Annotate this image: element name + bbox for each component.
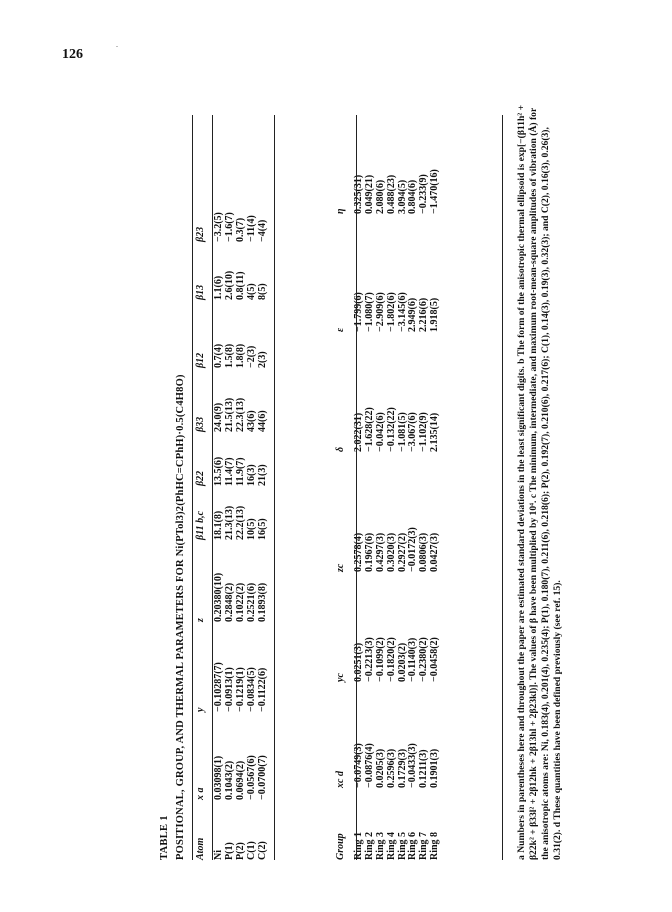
atom-table-cell: 0.20380(10): [213, 572, 225, 622]
group-table-cell: 0.0427(3): [428, 532, 440, 572]
group-table-cell: −0.1140(3): [407, 637, 419, 682]
margin-mark: .: [116, 40, 118, 49]
atom-table-cell: C(2): [256, 841, 268, 860]
atom-table-cell: 10(5): [245, 518, 257, 540]
atom-table-cell: 16(3): [245, 464, 257, 486]
atom-table-cell: 16(5): [256, 518, 268, 540]
atom-table-header-cell: β23: [195, 226, 206, 242]
atom-table-header: [194, 192, 208, 860]
atom-header-rule: [212, 115, 213, 860]
group-table-cell: 0.488(23): [385, 174, 397, 214]
atom-table-cell: −0.1219(1): [234, 667, 246, 712]
group-table-cell: −0.042(6): [374, 412, 386, 452]
group-table-cell: Ring 6: [407, 831, 419, 860]
atom-table-cell: −4(4): [256, 219, 268, 242]
atom-table-cell: 2.6(10): [224, 270, 236, 300]
group-table-cell: −2.909(6): [374, 292, 386, 332]
atom-table-cell: 1.1(6): [213, 275, 225, 300]
group-table-cell: 0.2927(2): [396, 532, 408, 572]
group-table-cell: 0.0205(3): [374, 748, 386, 788]
group-table-cell: −1.081(5): [396, 412, 408, 452]
atom-table-cell: 21(3): [256, 464, 268, 486]
group-table-cell: −0.2213(3): [364, 637, 376, 682]
group-table-header-cell: η: [335, 208, 346, 214]
group-table-row: [408, 114, 419, 860]
atom-table-cell: 0.8(11): [234, 271, 246, 300]
table-label: TABLE 1: [159, 815, 170, 860]
atom-table-row: [225, 192, 236, 860]
top-rule: [192, 115, 193, 860]
atom-table-cell: 0.1022(2): [234, 582, 246, 622]
group-table-cell: −1.628(22): [364, 407, 376, 452]
page-number: 126: [62, 47, 83, 62]
group-table-cell: 0.3020(3): [385, 532, 397, 572]
atom-table-header-cell: β13: [195, 284, 206, 300]
group-table-cell: Ring 8: [428, 831, 440, 860]
atom-table-cell: −3.2(5): [213, 212, 225, 242]
group-table-header-cell: δ: [335, 446, 346, 452]
atom-table-cell: 1.8(8): [234, 343, 246, 368]
atom-table-cell: 22.2(13): [234, 505, 246, 540]
atom-table-cell: 0.0694(2): [234, 760, 246, 800]
group-table-cell: Ring 4: [385, 831, 397, 860]
atom-table-row: [208, 192, 225, 860]
atom-table-header-cell: x a: [195, 787, 206, 800]
group-table-cell: 0.0251(3): [353, 642, 365, 682]
atom-table-header-cell: β33: [195, 416, 206, 432]
group-table-cell: Ring 5: [396, 831, 408, 860]
atom-table-cell: 4(5): [245, 283, 257, 300]
atom-table-header-cell: Atom: [195, 837, 206, 860]
group-table-cell: 3.094(5): [396, 179, 408, 214]
group-table-cell: −0.0172(3): [407, 527, 419, 572]
atom-table-cell: −0.0913(1): [224, 667, 236, 712]
atom-table-cell: 1.5(8): [224, 343, 236, 368]
group-table-row: [419, 114, 430, 860]
group-table-cell: 0.049(21): [364, 174, 376, 214]
group-table-cell: −1.080(7): [364, 292, 376, 332]
atom-table-cell: C(1): [245, 841, 257, 860]
atom-table-cell: 0.03098(1): [213, 755, 225, 800]
group-table-cell: 0.1729(3): [396, 748, 408, 788]
atom-table-row: [236, 192, 247, 860]
group-table-cell: −0.1099(2): [374, 637, 386, 682]
atom-table-cell: P(2): [234, 842, 246, 860]
atom-table-cell: 0.1893(8): [256, 582, 268, 622]
atom-table-cell: 13.5(6): [213, 456, 225, 486]
group-table-cell: −3.067(6): [407, 412, 419, 452]
group-table-cell: −1.470(16): [428, 169, 440, 214]
atom-table-cell: 0.2521(6): [245, 582, 257, 622]
group-table-cell: 2.135(14): [428, 412, 440, 452]
atom-table-cell: 0.1043(2): [224, 760, 236, 800]
group-table-cell: 2.216(6): [418, 297, 430, 332]
rotated-table-block: [156, 60, 596, 860]
group-table-cell: −0.0876(4): [364, 743, 376, 788]
group-table-cell: 2.949(6): [407, 297, 419, 332]
atom-table-row: [257, 192, 268, 860]
group-table-row: [430, 114, 441, 860]
atom-table-cell: 22.3(13): [234, 397, 246, 432]
group-header-rule: [356, 115, 357, 860]
group-table-body: [348, 114, 440, 860]
atom-table-cell: 18.1(8): [213, 510, 225, 540]
group-table-row: [376, 114, 387, 860]
group-table-row: [397, 114, 408, 860]
atom-table-cell: 0.7(4): [213, 343, 225, 368]
atom-table-cell: 43(6): [245, 410, 257, 432]
atom-table-row: [246, 192, 257, 860]
group-table-cell: −0.132(22): [385, 407, 397, 452]
group-table-cell: −1.799(6): [353, 292, 365, 332]
atom-table-header-cell: β11 b,c: [195, 510, 206, 540]
group-table-row: [365, 114, 376, 860]
group-table-row: [386, 114, 397, 860]
atom-table-cell: 11.9(7): [234, 457, 246, 486]
group-table-cell: 0.0806(3): [418, 532, 430, 572]
group-table-cell: 0.0203(2): [396, 642, 408, 682]
group-table-cell: 0.1901(3): [428, 748, 440, 788]
atom-table-cell: −2(3): [245, 345, 257, 368]
atom-parameter-table: [194, 192, 268, 860]
atom-table-cell: 21.3(13): [224, 505, 236, 540]
group-table-cell: −1.102(9): [418, 412, 430, 452]
group-table-cell: 0.1967(6): [364, 532, 376, 572]
group-table-cell: Ring 1: [353, 831, 365, 860]
group-table-cell: Ring 7: [418, 831, 430, 860]
group-table-header-cell: yc: [335, 673, 346, 682]
atom-table-header-cell: β22: [195, 470, 206, 486]
group-table-header-cell: zc: [335, 563, 346, 572]
group-table-cell: 0.1211(3): [418, 749, 430, 788]
table-title: POSITIONAL, GROUP, AND THERMAL PARAMETERS FOR Ni(PTol3)2(PhHC=CPhH)·0.5(C4H8O): [175, 374, 186, 860]
group-parameter-table: [334, 114, 440, 860]
atom-table-body: [208, 192, 268, 860]
atom-table-cell: −0.0567(6): [245, 755, 257, 800]
atom-table-cell: 2(3): [256, 351, 268, 368]
atom-table-cell: 8(5): [256, 283, 268, 300]
atom-table-cell: −1.6(7): [224, 212, 236, 242]
atom-table-cell: 0.3(7): [234, 217, 246, 242]
group-table-cell: −0.0458(2): [428, 637, 440, 682]
group-table-cell: 0.804(6): [407, 179, 419, 214]
atom-table-header-cell: z: [195, 618, 206, 622]
group-table-cell: Ring 3: [374, 831, 386, 860]
group-table-cell: 0.2578(4): [353, 532, 365, 572]
group-table-cell: 1.918(5): [428, 297, 440, 332]
atom-table-cell: −11(4): [245, 215, 257, 242]
group-table-cell: 2.022(31): [353, 412, 365, 452]
group-table-header-cell: ε: [335, 327, 346, 332]
group-table-header-cell: xc d: [335, 771, 346, 788]
atom-table-cell: 44(6): [256, 410, 268, 432]
mid-rule: [274, 115, 275, 860]
group-table-header-cell: Group: [335, 833, 346, 860]
atom-table-cell: Ni: [213, 850, 225, 860]
atom-table-cell: −0.0834(5): [245, 667, 257, 712]
group-table-cell: 0.2596(3): [385, 748, 397, 788]
group-table-cell: −0.2380(2): [418, 637, 430, 682]
atom-table-header-cell: β12: [195, 352, 206, 368]
atom-table-cell: −0.10287(7): [213, 662, 225, 712]
atom-table-cell: 11.4(7): [224, 457, 236, 486]
table-footnote: a Numbers in parentheses here and throughout the paper are estimated standard deviations in the least significant digits. b The form of the anisotropic thermal ellipsoid is exp[−(β11h² + β22k² + β33l² + 2β12hk + 2β13hl + 2β23kl)]. The values of β have been multiplied by 10⁴. c The minimum, intermediate, and maximum root-mean-square amplitudes of vibration (Å) for the anisotropic atoms are: Ni, 0.183(4), 0.201(4), 0.235(4); P(1), 0.180(7), 0.211(6), 0.218(6); P(2), 0.192(7), 0.210(6), 0.217(6); C(1), 0.14(3), 0.19(3), 0.32(3); and C(2), 0.16(3), 0.26(3), 0.31(2). d These quantities have been defined previously (see ref. 15).: [516, 104, 563, 860]
group-table-cell: −3.145(6): [396, 292, 408, 332]
group-table-cell: −0.0749(3): [353, 743, 365, 788]
group-table-cell: −1.802(6): [385, 292, 397, 332]
group-table-cell: −0.1820(2): [385, 637, 397, 682]
group-table-header: [334, 114, 348, 860]
atom-table-cell: −0.0700(7): [256, 755, 268, 800]
bottom-rule: [502, 115, 503, 860]
group-table-cell: −0.0433(3): [407, 743, 419, 788]
atom-table-cell: −0.1122(6): [256, 667, 268, 712]
atom-table-cell: 21.5(13): [224, 397, 236, 432]
group-table-cell: Ring 2: [364, 831, 376, 860]
group-table-cell: 0.325(31): [353, 174, 365, 214]
atom-table-cell: 24.0(9): [213, 402, 225, 432]
atom-table-cell: 0.2848(2): [224, 582, 236, 622]
group-table-cell: 2.080(6): [374, 179, 386, 214]
atom-table-header-cell: y: [195, 707, 206, 712]
group-table-cell: 0.4297(3): [374, 532, 386, 572]
atom-table-cell: P(1): [224, 842, 236, 860]
group-table-cell: −0.233(9): [418, 174, 430, 214]
